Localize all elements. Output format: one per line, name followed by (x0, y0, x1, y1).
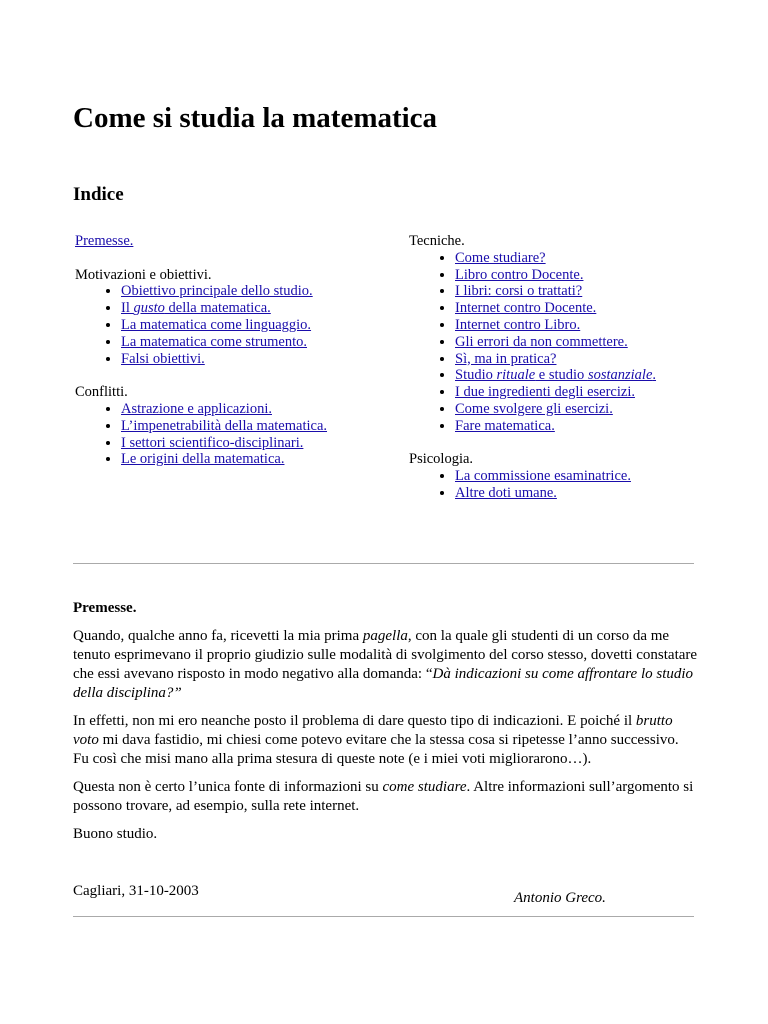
toc-section-heading: Tecniche. (409, 233, 465, 249)
toc-section-psicologia (409, 451, 709, 501)
toc-link[interactable]: Gli errori da non commettere. (455, 333, 628, 350)
emphasis: pagella (362, 628, 408, 644)
toc-section-conflitti (75, 384, 375, 468)
toc-link-premesse[interactable]: Premesse. (75, 233, 134, 249)
link-text: e studio (535, 367, 588, 384)
list-item (121, 401, 375, 418)
toc-link[interactable]: La matematica come linguaggio. (121, 316, 312, 333)
date-text: Cagliari, 31-10-2003 (73, 883, 199, 899)
toc-link[interactable]: I libri: corsi o trattati? (455, 283, 583, 300)
paragraph: Buono studio. (73, 826, 158, 842)
premesse-section (73, 599, 698, 853)
emphasis: Dà indicazioni su come affrontare lo studio della disciplina?” (73, 666, 694, 701)
link-text: . (652, 367, 657, 384)
list-item (121, 351, 375, 368)
list-item (455, 418, 709, 435)
list-item (455, 317, 709, 334)
list-item (121, 435, 375, 452)
list-item (455, 250, 709, 267)
paragraph (73, 778, 698, 816)
page-title: Come si studia la matematica (73, 102, 438, 134)
link-emphasis: rituale (496, 367, 536, 384)
toc-section-heading: Motivazioni e obiettivi. (75, 266, 212, 283)
toc-section-motivazioni (75, 267, 375, 368)
toc-link[interactable]: Obiettivo principale dello studio. (121, 283, 313, 300)
list-item (455, 267, 709, 284)
paragraph-text: mi dava fastidio, mi chiesi come potevo evitare che la stessa cosa si ripetesse l’anno successivo. Fu così che misi mano alla prima stesura di queste note (e i miei voti migliorarono…). (73, 732, 679, 767)
toc-section-heading: Psicologia. (409, 451, 474, 468)
signature: Antonio Greco. (514, 890, 606, 906)
paragraph-text: , con la quale gli studenti di un corso da me tenuto esprimevano il proprio giudizio sulle modalità di svolgimento del corso stesso, dovetti constatare che essi avevano risposto in modo negativo alla domanda: “ (73, 628, 698, 682)
toc-link[interactable]: Libro contro Docente. (455, 266, 584, 283)
link-text: della matematica. (164, 300, 271, 317)
list-item (455, 283, 709, 300)
divider (73, 563, 694, 564)
list-item (455, 367, 709, 384)
toc-link[interactable]: I settori scientifico-disciplinari. (121, 434, 304, 451)
paragraph-text: Questa non è certo l’unica fonte di informazioni su (73, 779, 383, 795)
list-item (121, 317, 375, 334)
list-item (121, 334, 375, 351)
list-item (455, 485, 709, 502)
list-item (121, 451, 375, 468)
list-item (455, 300, 709, 317)
list-item (455, 468, 709, 485)
paragraph-text: In effetti, non mi ero neanche posto il problema di dare questo tipo di indicazioni. E poiché il (73, 713, 636, 729)
toc-list (75, 401, 375, 468)
list-item (455, 384, 709, 401)
paragraph-text: . Altre informazioni sull’argomento si possono trovare, ad esempio, sulla rete internet. (73, 779, 694, 814)
toc-list (409, 468, 709, 502)
link-emphasis: sostanziale (587, 367, 653, 384)
toc-link[interactable] (455, 367, 656, 383)
toc-link[interactable]: Altre doti umane. (455, 484, 557, 501)
emphasis: brutto voto (73, 713, 673, 748)
toc-link[interactable]: La commissione esaminatrice. (455, 468, 631, 485)
toc-link[interactable]: I due ingredienti degli esercizi. (455, 384, 635, 401)
list-item (121, 418, 375, 435)
toc-link[interactable]: Astrazione e applicazioni. (121, 400, 272, 417)
divider (73, 916, 694, 917)
emphasis: come studiare (382, 779, 467, 795)
paragraph (73, 627, 698, 703)
toc-link[interactable] (121, 300, 271, 316)
list-item (455, 334, 709, 351)
toc-link[interactable]: Sì, ma in pratica? (455, 350, 557, 367)
toc-link[interactable]: Falsi obiettivi. (121, 350, 205, 367)
list-item (121, 300, 375, 317)
toc-link[interactable]: Fare matematica. (455, 417, 555, 434)
toc-list (75, 283, 375, 367)
toc-right-column (409, 233, 709, 519)
toc-link[interactable]: Internet contro Libro. (455, 316, 581, 333)
paragraph (73, 712, 698, 769)
toc-link[interactable]: Come studiare? (455, 249, 546, 266)
toc-link[interactable]: Come svolgere gli esercizi. (455, 400, 613, 417)
list-item (455, 401, 709, 418)
index-heading: Indice (73, 184, 124, 205)
link-text: Studio (455, 367, 497, 384)
toc-link[interactable]: Le origini della matematica. (121, 451, 285, 468)
list-item (455, 351, 709, 368)
list-item (121, 283, 375, 300)
paragraph-text: Quando, qualche anno fa, ricevetti la mia prima (73, 628, 363, 644)
toc-section-heading: Conflitti. (75, 384, 128, 401)
toc-section-tecniche (409, 233, 709, 435)
toc-link[interactable]: La matematica come strumento. (121, 333, 308, 350)
link-emphasis: gusto (133, 300, 165, 317)
toc-link[interactable]: L’impenetrabilità della matematica. (121, 417, 328, 434)
link-text: Il (121, 300, 134, 317)
toc-link[interactable]: Internet contro Docente. (455, 300, 597, 317)
toc-left-column (75, 233, 375, 485)
section-heading: Premesse. (73, 600, 137, 616)
toc-list (409, 250, 709, 435)
toc-section-premesse (75, 233, 375, 250)
